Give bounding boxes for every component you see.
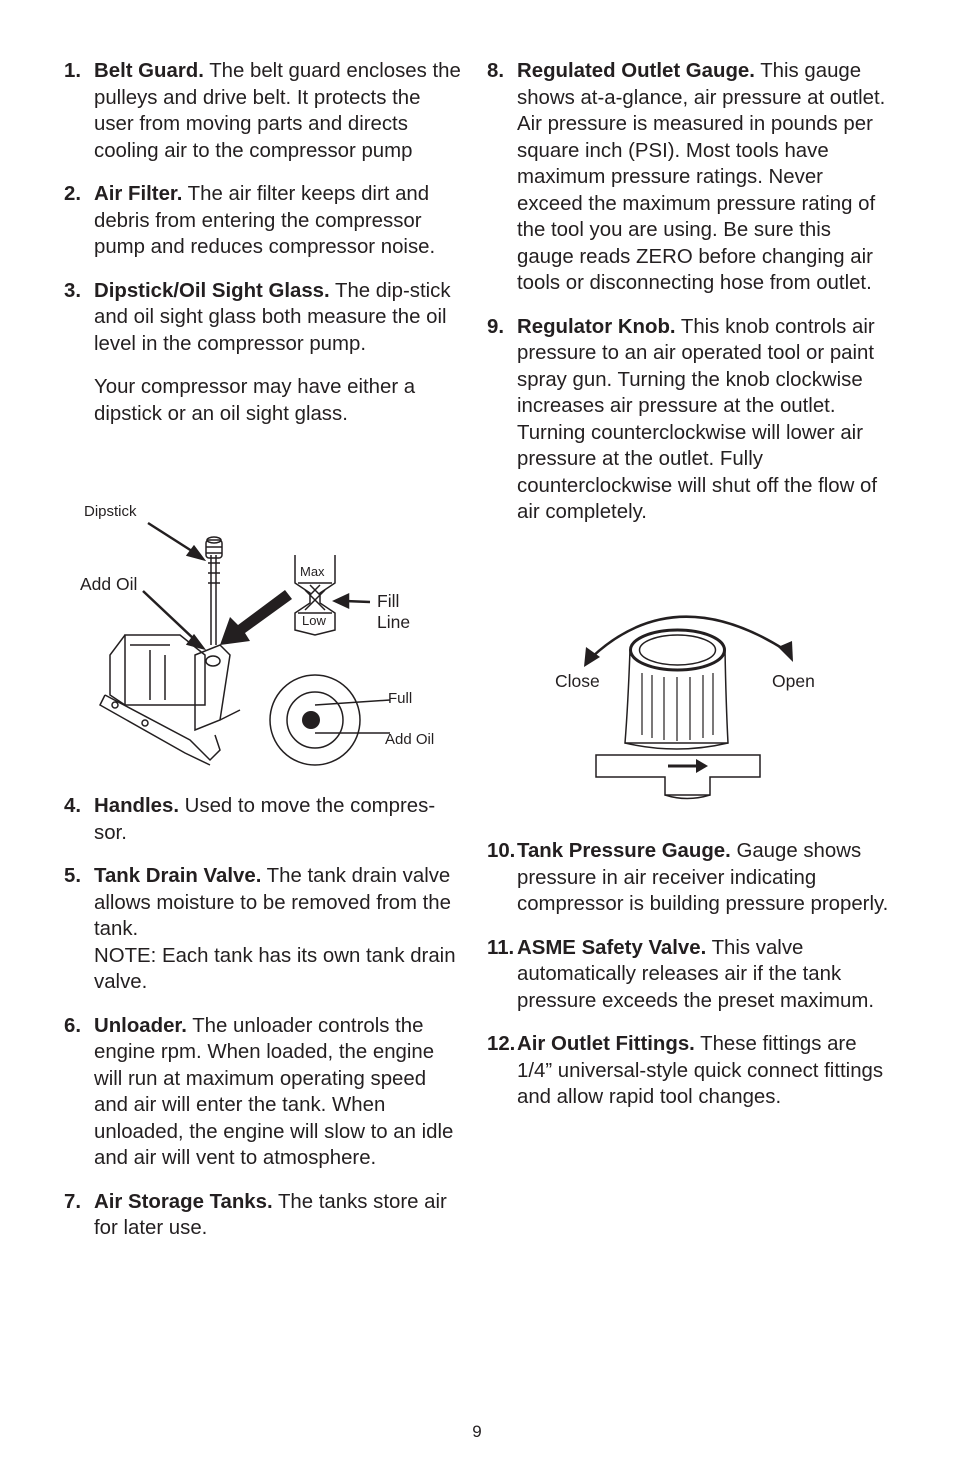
item-term: Tank Pressure Gauge.	[517, 840, 731, 862]
item-text: The unloader controls the engine rpm. When loaded, the engine will run at maximum operating speed and air will enter the tank. When unloaded, the engine will slow to an idle and air will vent to atmosphere.	[94, 1014, 454, 1169]
item-number: 10.	[487, 840, 516, 862]
item-text: Gauge shows pressure in air receiver indicating compressor is building pressure properly.	[517, 840, 889, 915]
open-label: Open	[772, 671, 815, 691]
item-number: 4.	[64, 795, 82, 817]
list-item	[64, 793, 464, 846]
full-label: Full	[388, 690, 413, 707]
list-item	[487, 1031, 892, 1111]
item-term: Belt Guard.	[94, 60, 204, 82]
item-term: ASME Safety Valve.	[517, 936, 707, 959]
list-item	[64, 58, 464, 164]
item-subparagraph: Your compressor may have either a dipstick or an oil sight glass.	[94, 376, 416, 425]
item-number: 9.	[487, 315, 505, 338]
item-number: 12.	[487, 1033, 516, 1055]
fill-line-label-1: Fill	[377, 591, 400, 611]
item-term: Dipstick/Oil Sight Glass.	[94, 279, 330, 302]
item-text: This gauge shows at-a-glance, air pressure at outlet. Air pressure is measured in pounds per square inch (PSI). Most tools have maximum pressure ratings. Never exceed the maximum pressure rating of the tool you are using. Be sure this gauge reads ZERO before changing air tools or disconnecting hose from outlet.	[517, 60, 886, 294]
item-text: This knob controls air pressure to an air operated tool or paint spray gun. Turning the knob clockwise increases air pressure at the outlet. Turning counterclockwise will lower air pressure at the outlet. Fully counterclockwise will shut off the flow of air completely.	[517, 315, 878, 523]
item-number: 2.	[64, 183, 82, 205]
list-item	[487, 314, 892, 526]
list-item	[487, 838, 892, 918]
regulator-knob-diagram	[550, 595, 840, 805]
item-number: 11.	[487, 936, 515, 959]
list-item	[64, 863, 464, 996]
item-number: 3.	[64, 279, 82, 302]
right-column-lower	[487, 838, 892, 1128]
low-label: Low	[302, 613, 326, 628]
item-term: Regulator Knob.	[517, 315, 676, 338]
regulator-knob-drawing	[550, 595, 840, 805]
right-column	[487, 58, 892, 543]
item-term: Air Filter.	[94, 183, 183, 205]
add-oil-label: Add Oil	[80, 574, 138, 594]
item-note: NOTE: Each tank has its own tank drain valve.	[94, 944, 456, 993]
page-number: 9	[472, 1422, 482, 1441]
item-text: The tank drain valve allows moisture to be removed from the tank.	[94, 865, 451, 940]
fill-line-label-2: Line	[377, 612, 411, 632]
item-term: Handles.	[94, 795, 179, 817]
list-item	[64, 278, 464, 428]
item-text: The tanks store air for later use.	[94, 1190, 447, 1239]
list-item	[487, 58, 892, 297]
item-text: Used to move the compres-sor.	[94, 795, 436, 844]
item-number: 8.	[487, 60, 505, 82]
dipstick-label: Dipstick	[84, 503, 137, 520]
item-term: Air Storage Tanks.	[94, 1190, 273, 1213]
list-item	[64, 1189, 464, 1242]
left-column-lower	[64, 793, 464, 1259]
dipstick-diagram	[70, 495, 450, 775]
item-text: This valve automatically releases air if the tank pressure exceeds the preset maximum.	[517, 936, 874, 1012]
item-number: 6.	[64, 1014, 82, 1037]
item-text: These fittings are 1/4” universal-style quick connect fittings and allow rapid tool changes.	[517, 1033, 884, 1108]
item-term: Tank Drain Valve.	[94, 865, 262, 887]
item-text: The dip-stick and oil sight glass both measure the oil level in the compressor pump.	[94, 279, 451, 355]
max-label: Max	[300, 564, 325, 579]
item-text: The air filter keeps dirt and debris from entering the compressor pump and reduces compressor noise.	[94, 183, 436, 258]
list-item	[487, 935, 892, 1015]
item-number: 7.	[64, 1190, 82, 1213]
item-text: The belt guard encloses the pulleys and drive belt. It protects the user from moving parts and directs cooling air to the compressor pump	[94, 60, 461, 162]
list-item	[64, 1013, 464, 1172]
close-label: Close	[555, 671, 600, 691]
list-item	[64, 181, 464, 261]
item-term: Air Outlet Fittings.	[517, 1033, 695, 1055]
item-term: Unloader.	[94, 1014, 187, 1037]
sight-add-oil-label: Add Oil	[385, 731, 435, 748]
item-number: 1.	[64, 60, 82, 82]
item-number: 5.	[64, 865, 82, 887]
left-column	[64, 58, 464, 444]
item-term: Regulated Outlet Gauge.	[517, 60, 755, 82]
